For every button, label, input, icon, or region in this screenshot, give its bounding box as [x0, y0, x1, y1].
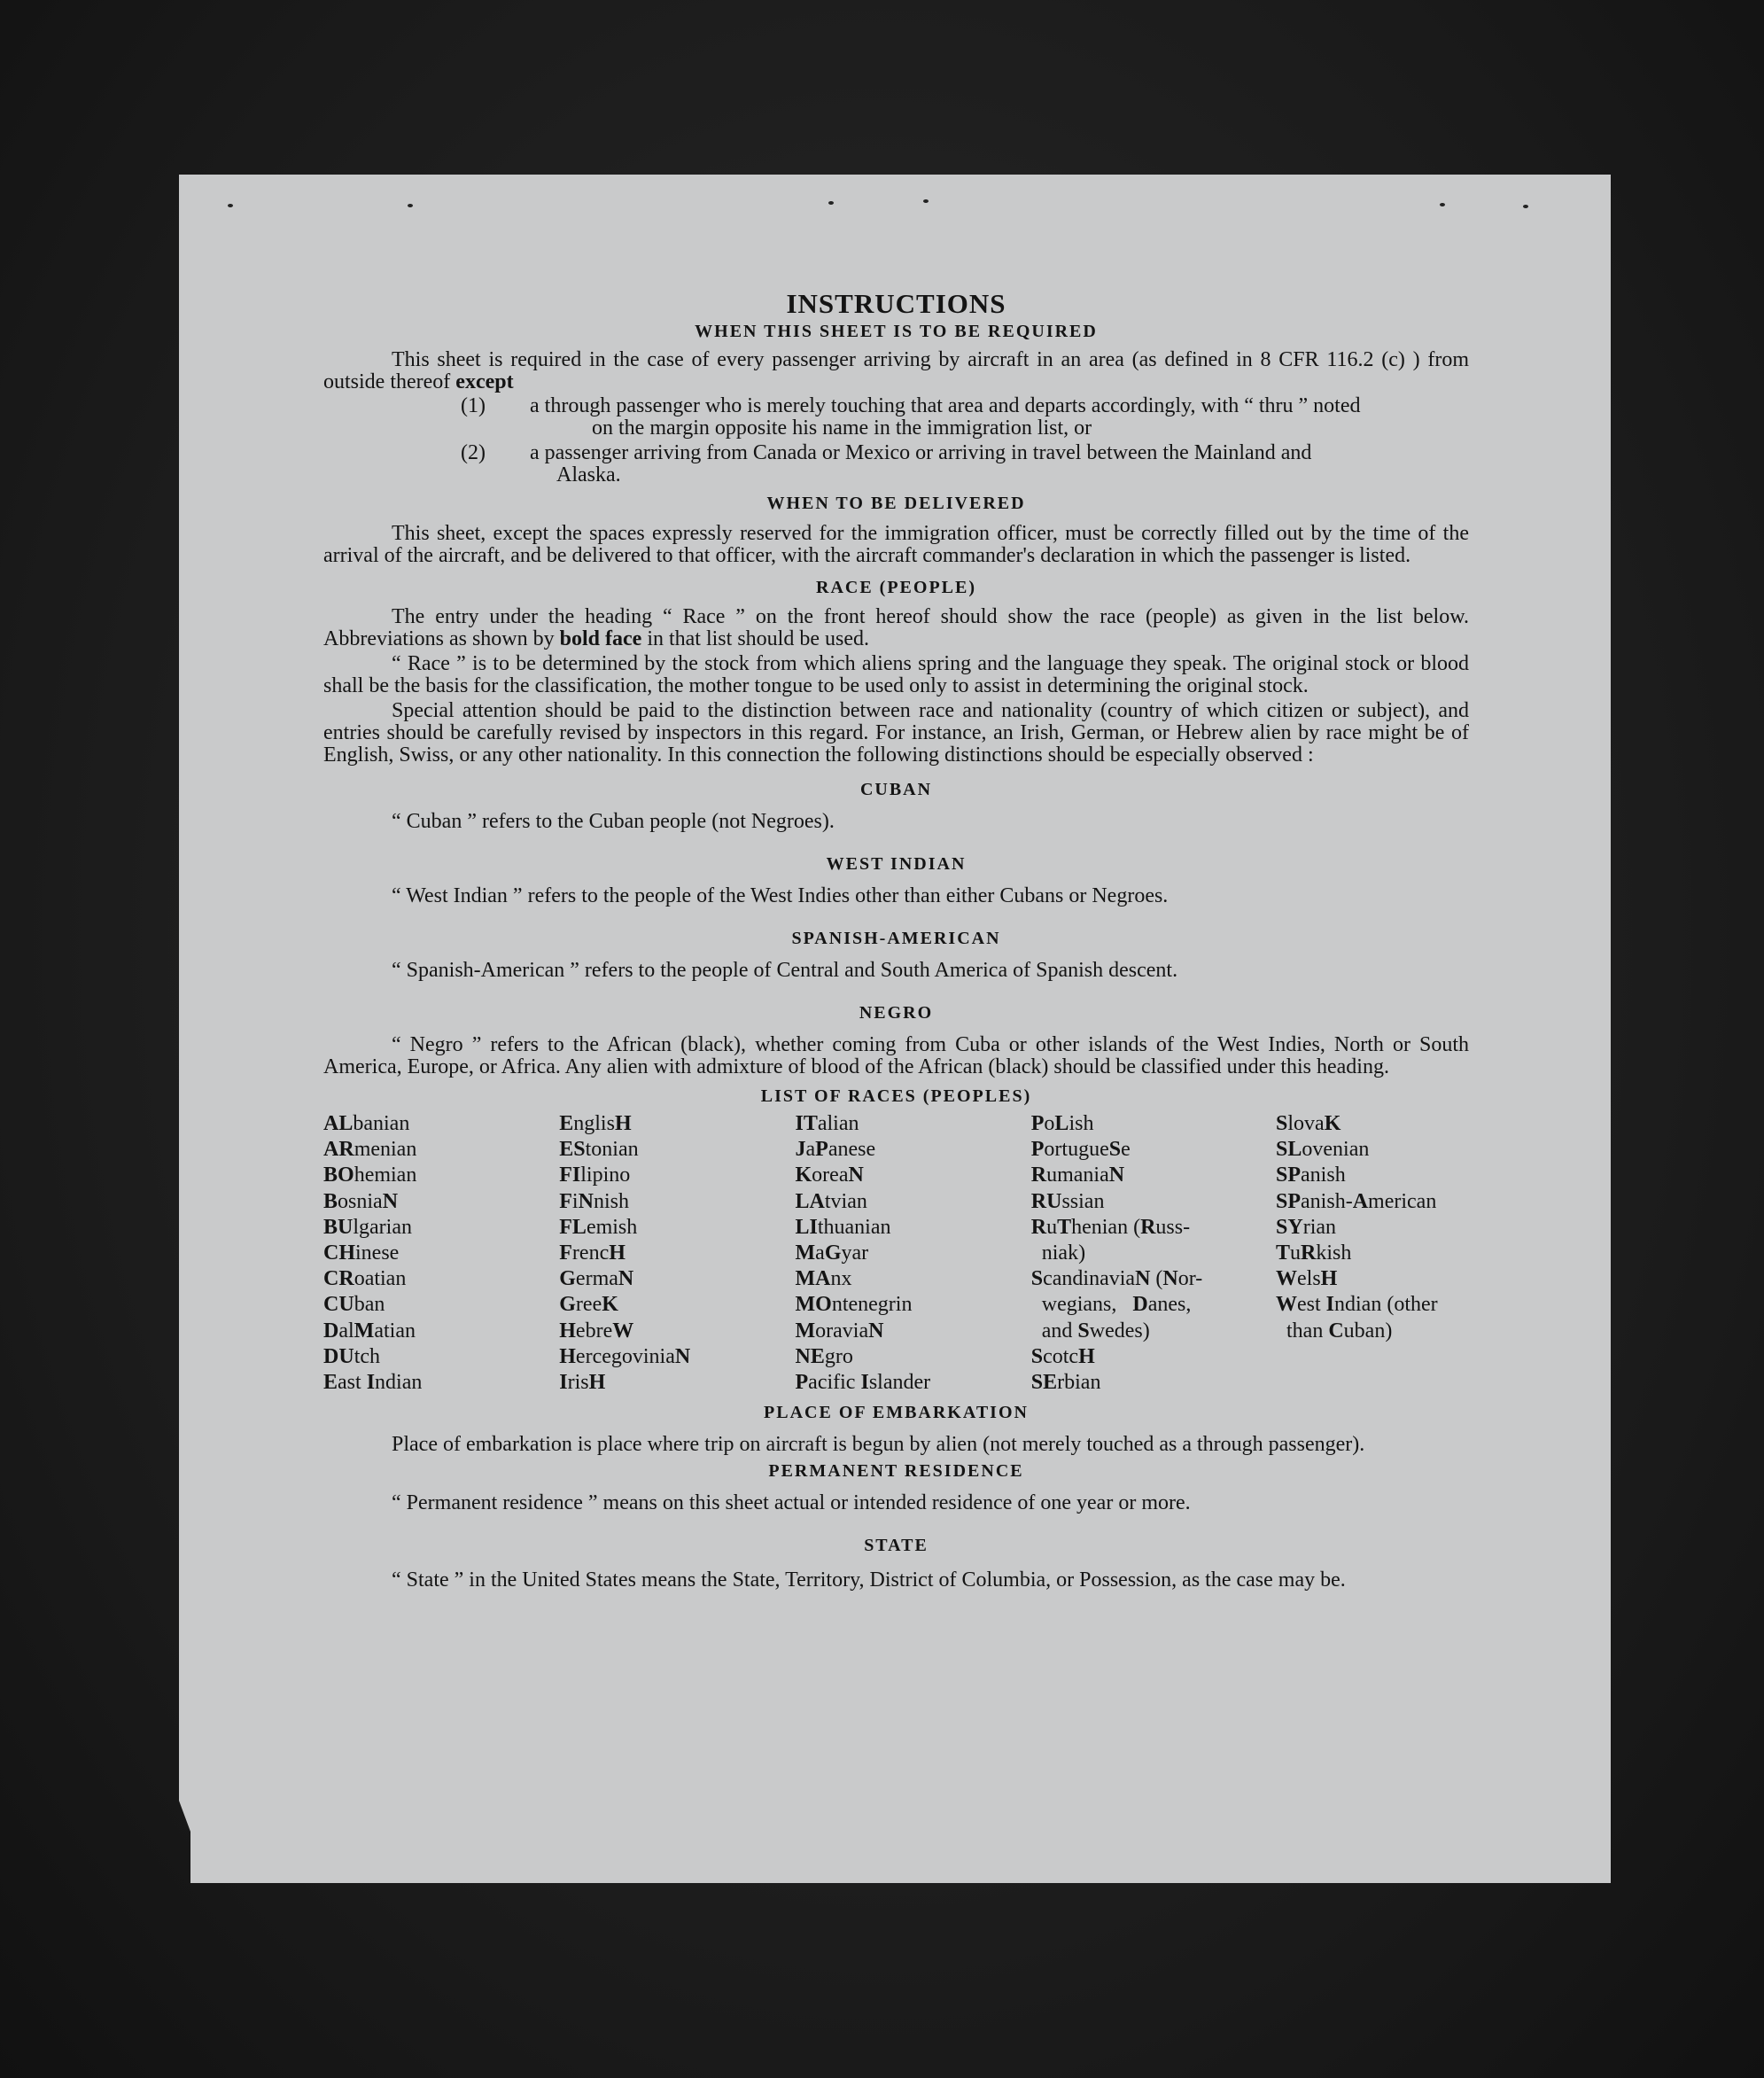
heading-place-of-embarkation: PLACE OF EMBARKATION	[764, 1403, 1029, 1423]
race-entry: CRoatian	[323, 1267, 407, 1291]
race-entry: WelsH	[1276, 1267, 1338, 1291]
race-entry: RumaniaN	[1030, 1164, 1125, 1187]
race-entry: West Indian (other	[1276, 1293, 1438, 1317]
race-paragraph-2: “ Race ” is to be determined by the stock from which aliens spring and the language they speak. The original stock or blood shall be the basis for the classification, the mother tongue to be used only to assist in determining the original stock.	[323, 652, 1469, 697]
race-entry: FrencH	[559, 1241, 626, 1265]
heading-cuban: CUBAN	[859, 780, 933, 799]
race-entry: CHinese	[323, 1241, 400, 1265]
spanish-american-paragraph: “ Spanish-American ” refers to the people of Central and South America of Spanish descent.	[392, 959, 1178, 982]
race-entry: MaGyar	[795, 1241, 869, 1265]
race-entry: EStonian	[559, 1138, 639, 1162]
race-entry: PoLish	[1030, 1112, 1094, 1135]
race-entry: HercegoviniaN	[559, 1344, 691, 1368]
delivered-paragraph: This sheet, except the spaces expressly reserved for the immigration officer, must be correctly filled out by the time of the arrival of the aircraft, and be delivered to that officer, with the aircraft commander's declaration in which the passenger is listed.	[323, 522, 1469, 567]
race-paragraph-1: The entry under the heading “ Race ” on the front hereof should show the race (people) as given in the list below. Abbreviations as shown by bold face in that list should be used.	[323, 605, 1469, 650]
race-entry: SPanish-American	[1276, 1189, 1437, 1213]
race-entry: RUssian	[1030, 1189, 1105, 1213]
heading-negro: NEGRO	[859, 1003, 934, 1023]
race-entry: East Indian	[323, 1371, 423, 1395]
list-of-races	[323, 1111, 1469, 1396]
race-entry: DalMatian	[323, 1319, 416, 1343]
race-entry: RuThenian (Russ-	[1030, 1215, 1191, 1239]
race-entry: MAnx	[795, 1267, 852, 1291]
race-entry: CUban	[323, 1293, 385, 1317]
race-entry: ITalian	[795, 1112, 859, 1135]
race-entry: MoraviaN	[795, 1319, 884, 1343]
punch-mark	[228, 204, 233, 207]
cuban-paragraph: “ Cuban ” refers to the Cuban people (not Negroes).	[392, 810, 835, 833]
page-title: INSTRUCTIONS	[786, 288, 1006, 319]
heading-list-of-races: LIST OF RACES (PEOPLES)	[760, 1086, 1032, 1106]
race-entry: BosniaN	[323, 1189, 399, 1213]
residence-paragraph: “ Permanent residence ” means on this sheet actual or intended residence of one year or more.	[392, 1491, 1191, 1515]
race-entry: Pacific Islander	[795, 1371, 931, 1395]
heading-when-required: WHEN THIS SHEET IS TO BE REQUIRED	[695, 322, 1098, 341]
heading-spanish-american: SPANISH-AMERICAN	[791, 929, 1001, 948]
race-entry: FiNnish	[559, 1189, 629, 1213]
race-entry: ALbanian	[323, 1112, 410, 1135]
punch-mark	[408, 204, 413, 207]
heading-race: RACE (PEOPLE)	[816, 578, 976, 597]
race-entry: NEgro	[795, 1344, 853, 1368]
race-entry: SErbian	[1030, 1371, 1101, 1395]
races-column-4	[1031, 1111, 1244, 1396]
race-entry: SYrian	[1276, 1215, 1337, 1239]
race-entry: BOhemian	[323, 1164, 417, 1187]
punch-mark	[923, 199, 929, 203]
race-entry: SlovaK	[1276, 1112, 1341, 1135]
race-entry: KoreaN	[795, 1164, 864, 1187]
race-entry: GreeK	[559, 1293, 618, 1317]
race-entry: IrisH	[559, 1371, 606, 1395]
race-entry: PortugueSe	[1030, 1138, 1131, 1162]
races-column-1	[323, 1111, 527, 1396]
race-entry: GermaN	[559, 1267, 634, 1291]
race-entry: ARmenian	[323, 1138, 417, 1162]
heading-state: STATE	[864, 1536, 929, 1556]
race-entry: FIlipino	[559, 1164, 631, 1187]
heading-when-delivered: WHEN TO BE DELIVERED	[766, 494, 1026, 513]
race-entry: ScandinaviaN (Nor-	[1030, 1267, 1203, 1291]
race-entry: ScotcH	[1030, 1344, 1095, 1368]
race-entry: TuRkish	[1276, 1241, 1352, 1265]
exception-item-2: (2) a passenger arriving from Canada or Mexico or arriving in travel between the Mainland and Alaska.	[461, 441, 1312, 486]
races-column-2	[559, 1111, 763, 1396]
punch-mark	[828, 201, 834, 205]
races-column-3	[796, 1111, 999, 1396]
punch-mark	[1440, 203, 1445, 206]
race-entry: and Swedes)	[1030, 1319, 1150, 1343]
race-paragraph-3: Special attention should be paid to the distinction between race and nationality (country of which citizen or subject), and entries should be carefully revised by inspectors in this regard. For instance, an Irish, German, or Hebrew alien by race might be of English, Swiss, or any other nationality. In this connection the following distinctions should be especially observed :	[323, 699, 1469, 767]
embarkation-paragraph: Place of embarkation is place where trip on aircraft is begun by alien (not merely touched as a through passenger).	[392, 1433, 1365, 1457]
race-entry: than Cuban)	[1276, 1319, 1393, 1343]
race-entry: LIthuanian	[795, 1215, 891, 1239]
race-entry: DUtch	[323, 1344, 381, 1368]
race-entry: LAtvian	[795, 1189, 867, 1213]
west-indian-paragraph: “ West Indian ” refers to the people of the West Indies other than either Cubans or Negroes.	[392, 884, 1169, 907]
race-entry: JaPanese	[795, 1138, 876, 1162]
race-entry: FLemish	[559, 1215, 638, 1239]
race-entry: SLovenian	[1276, 1138, 1370, 1162]
instructions-content	[323, 288, 1469, 1593]
race-entry: niak)	[1030, 1241, 1086, 1265]
races-column-5	[1276, 1111, 1469, 1396]
race-entry: SPanish	[1276, 1164, 1346, 1187]
negro-paragraph: “ Negro ” refers to the African (black), whether coming from Cuba or other islands of the West Indies, North or South America, Europe, or Africa. Any alien with admixture of blood of the African (black) should be classified under this heading.	[323, 1033, 1469, 1078]
punch-mark	[1523, 205, 1528, 208]
race-entry: HebreW	[559, 1319, 634, 1343]
required-paragraph: This sheet is required in the case of every passenger arriving by aircraft in an area (as defined in 8 CFR 116.2 (c) ) from outside thereof except	[323, 348, 1469, 393]
race-entry: MOntenegrin	[795, 1293, 913, 1317]
state-paragraph: “ State ” in the United States means the State, Territory, District of Columbia, or Possession, as the case may be.	[392, 1568, 1346, 1592]
race-entry: EnglisH	[559, 1112, 632, 1135]
exception-item-1: (1) a through passenger who is merely touching that area and departs accordingly, with “ thru ” noted on the margin opposite his name in the immigration list, or	[461, 394, 1361, 440]
heading-permanent-residence: PERMANENT RESIDENCE	[768, 1461, 1024, 1482]
race-entry: wegians, Danes,	[1030, 1293, 1192, 1317]
race-entry: BUlgarian	[323, 1215, 412, 1239]
heading-west-indian: WEST INDIAN	[826, 854, 967, 874]
